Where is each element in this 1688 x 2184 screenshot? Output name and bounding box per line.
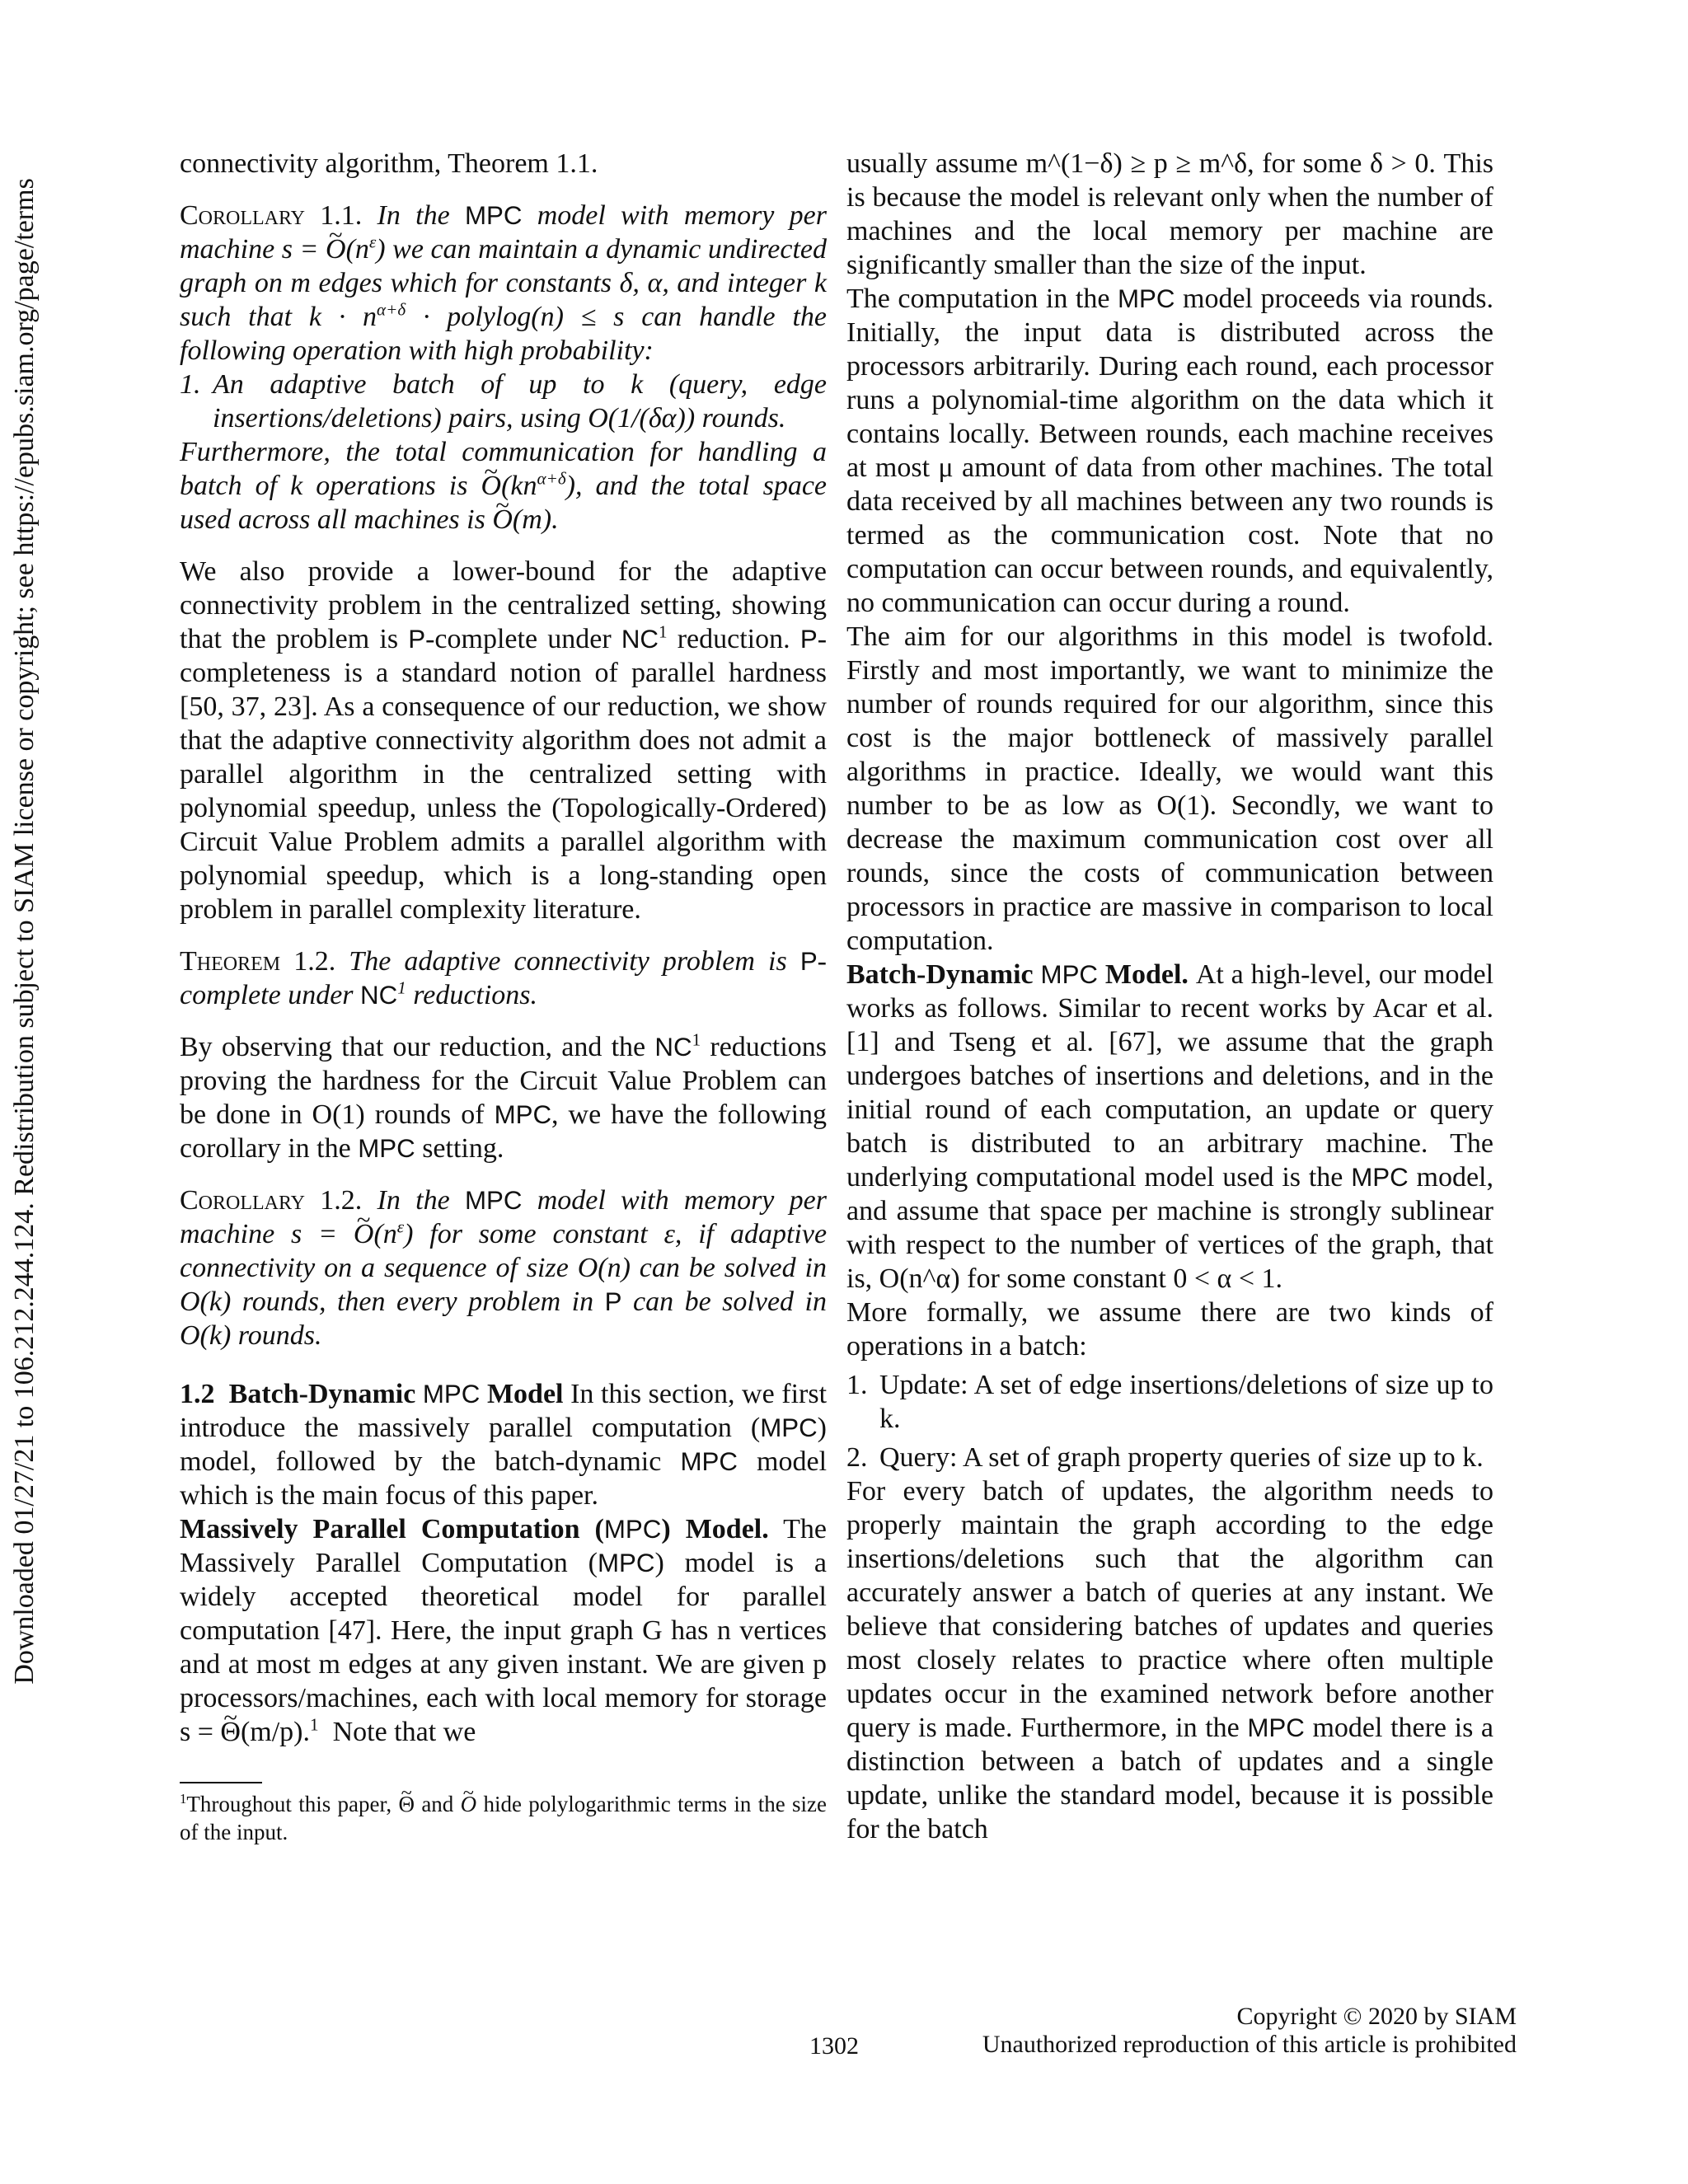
left-column bbox=[180, 147, 827, 1846]
computation-paragraph: The computation in the MPC model proceeds via rounds. Initially, the input data is distributed across the processors arbitrarily. During each round, each processor runs a polynomial-time algorithm on the data which it contains locally. Between rounds, each machine receives at most μ amount of data from other machines. The total data received by all machines between any two rounds is termed as the communication cost. Note that no computation can occur between rounds, and equivalently, no communication can occur during a round. bbox=[846, 284, 1494, 618]
operation-item-query: 2. Query: A set of graph property queries of size up to k. bbox=[846, 1442, 1484, 1473]
observation-paragraph: By observing that our reduction, and the $NC^1$ reductions proving the hardness for the Circuit Value Problem can be done in O(1) rounds of MPC, we have the following corollary in the MPC setting. bbox=[180, 1029, 828, 1164]
intro-line: connectivity algorithm, Theorem 1.1. bbox=[180, 148, 598, 179]
corollary-1-2-label: Corollary 1.2. bbox=[180, 1185, 363, 1216]
section-heading: 1.2 Batch-Dynamic MPC Model bbox=[180, 1379, 564, 1409]
page-footer bbox=[0, 2001, 1688, 2067]
operations-intro: More formally, we assume there are two kinds of operations in a batch: bbox=[846, 1297, 1493, 1361]
footnote: $^1$Throughout this paper, ~ Θ and ~ O hide polylogarithmic terms in the size of the input. bbox=[180, 1790, 827, 1846]
theorem-1-2: Theorem 1.2. The adaptive connectivity problem is P-complete under $NC^1$ reductions. bbox=[180, 946, 827, 1010]
corollary-1-1-label: Corollary 1.1. bbox=[180, 200, 363, 231]
theorem-1-2-label: Theorem 1.2. bbox=[180, 946, 336, 977]
corollary-1-1-item: 1. An adaptive batch of up to k (query, edge insertions/deletions) pairs, using O(1/(δα)) rounds. bbox=[180, 369, 827, 434]
download-notice-sidebar bbox=[0, 0, 49, 2184]
tilde-o: ~ O bbox=[326, 232, 346, 266]
section-1-2-paragraph: 1.2 Batch-Dynamic MPC Model In this section, we first introduce the massively parallel computation (MPC) model, followed by the batch-dynamic MPC model which is the main focus of this paper. bbox=[180, 1379, 828, 1511]
download-notice-text: Downloaded 01/27/21 to 106.212.244.124. Redistribution subject to SIAM license or copyright; see https://epubs.siam.org/page/terms bbox=[9, 178, 40, 1685]
assumption-paragraph: usually assume m^(1−δ) ≥ p ≥ m^δ, for some δ > 0. This is because the model is relevant only when the number of machines and the local memory per machine are significantly smaller than the size of the input. bbox=[846, 148, 1493, 280]
batch-dynamic-paragraph: Batch-Dynamic MPC Model. At a high-level, our model works as follows. Similar to recent works by Acar et al. [1] and Tseng et al. [67], we assume that the graph undergoes batches of insertions and deletions, and in the initial round of each computation, an update or query batch is distributed to an arbitrary machine. The underlying computational model used is the MPC model, and assume that space per machine is strongly sublinear with respect to the number of vertices of the graph, that is, O(n^α) for some constant 0 < α < 1. bbox=[846, 959, 1494, 1294]
batch-dynamic-heading: Batch-Dynamic MPC Model. bbox=[846, 959, 1189, 990]
corollary-1-1: Corollary 1.1. In the MPC model with memory per machine s = ~ $O(n^\varepsilon)$ we can maintain a dynamic undirected graph on m edges which for constants δ, α, and integer k such that $k \cdot n^{\alpha+\delta}$ · polylog(n) ≤ s can handle the following operation with high probability: bbox=[180, 199, 827, 368]
aim-paragraph: The aim for our algorithms in this model is twofold. Firstly and most importantly, we want to minimize the number of rounds required for our algorithm, since this cost is the major bottleneck of massively parallel algorithms in practice. Ideally, we would want this number to be as low as O(1). Secondly, we want to decrease the maximum communication cost over all rounds, since the costs of communication between processors in practice are massive in comparison to local computation. bbox=[846, 621, 1493, 956]
mpc-model-heading: Massively Parallel Computation (MPC) Model. bbox=[180, 1514, 769, 1544]
operation-item-update: 1. Update: A set of edge insertions/deletions of size up to k. bbox=[846, 1370, 1493, 1434]
reproduction-notice: Unauthorized reproduction of this article is prohibited bbox=[982, 2031, 1517, 2058]
mpc-model-paragraph: Massively Parallel Computation (MPC) Model. The Massively Parallel Computation (MPC) model is a widely accepted theoretical model for parallel computation [47]. Here, the input graph G has n vertices and at most m edges at any given instant. We are given p processors/machines, each with local memory for storage s = ~ Θ(m/p).$^1$ Note that we bbox=[180, 1512, 827, 1749]
footnote-rule bbox=[180, 1782, 262, 1783]
corollary-1-1-continuation: Furthermore, the total communication for handling a batch of k operations is ~ $O(kn^{\alpha+\delta})$, and the total space used across all machines is ~ O(m). bbox=[180, 435, 827, 537]
copyright-line: Copyright © 2020 by SIAM bbox=[1236, 2003, 1517, 2030]
corollary-1-2: Corollary 1.2. In the MPC model with memory per machine s = ~ $O(n^\varepsilon)$ for some constant ε, if adaptive connectivity on a sequence of size O(n) can be solved in O(k) rounds, then every problem in P can be solved in O(k) rounds. bbox=[180, 1183, 827, 1352]
updates-paragraph: For every batch of updates, the algorithm needs to properly maintain the graph according to the edge insertions/deletions such that the algorithm can accurately answer a batch of queries at any instant. We believe that considering batches of updates and queries most closely relates to practice where often multiple updates occur in the examined network before another query is made. Furthermore, in the MPC model there is a distinction between a batch of updates and a single update, unlike the standard model, because it is possible for the batch bbox=[846, 1476, 1494, 1844]
right-column bbox=[846, 147, 1493, 1846]
lower-bound-paragraph: We also provide a lower-bound for the adaptive connectivity problem in the centralized setting, showing that the problem is P-complete under $NC^1$ reduction. P-completeness is a standard notion of parallel hardness [50, 37, 23]. As a consequence of our reduction, we show that the adaptive connectivity algorithm does not admit a parallel algorithm in the centralized setting with polynomial speedup, unless the (Topologically-Ordered) Circuit Value Problem admits a parallel algorithm with polynomial speedup, which is a long-standing open problem in parallel complexity literature. bbox=[180, 556, 828, 925]
page-number: 1302 bbox=[809, 2032, 859, 2060]
